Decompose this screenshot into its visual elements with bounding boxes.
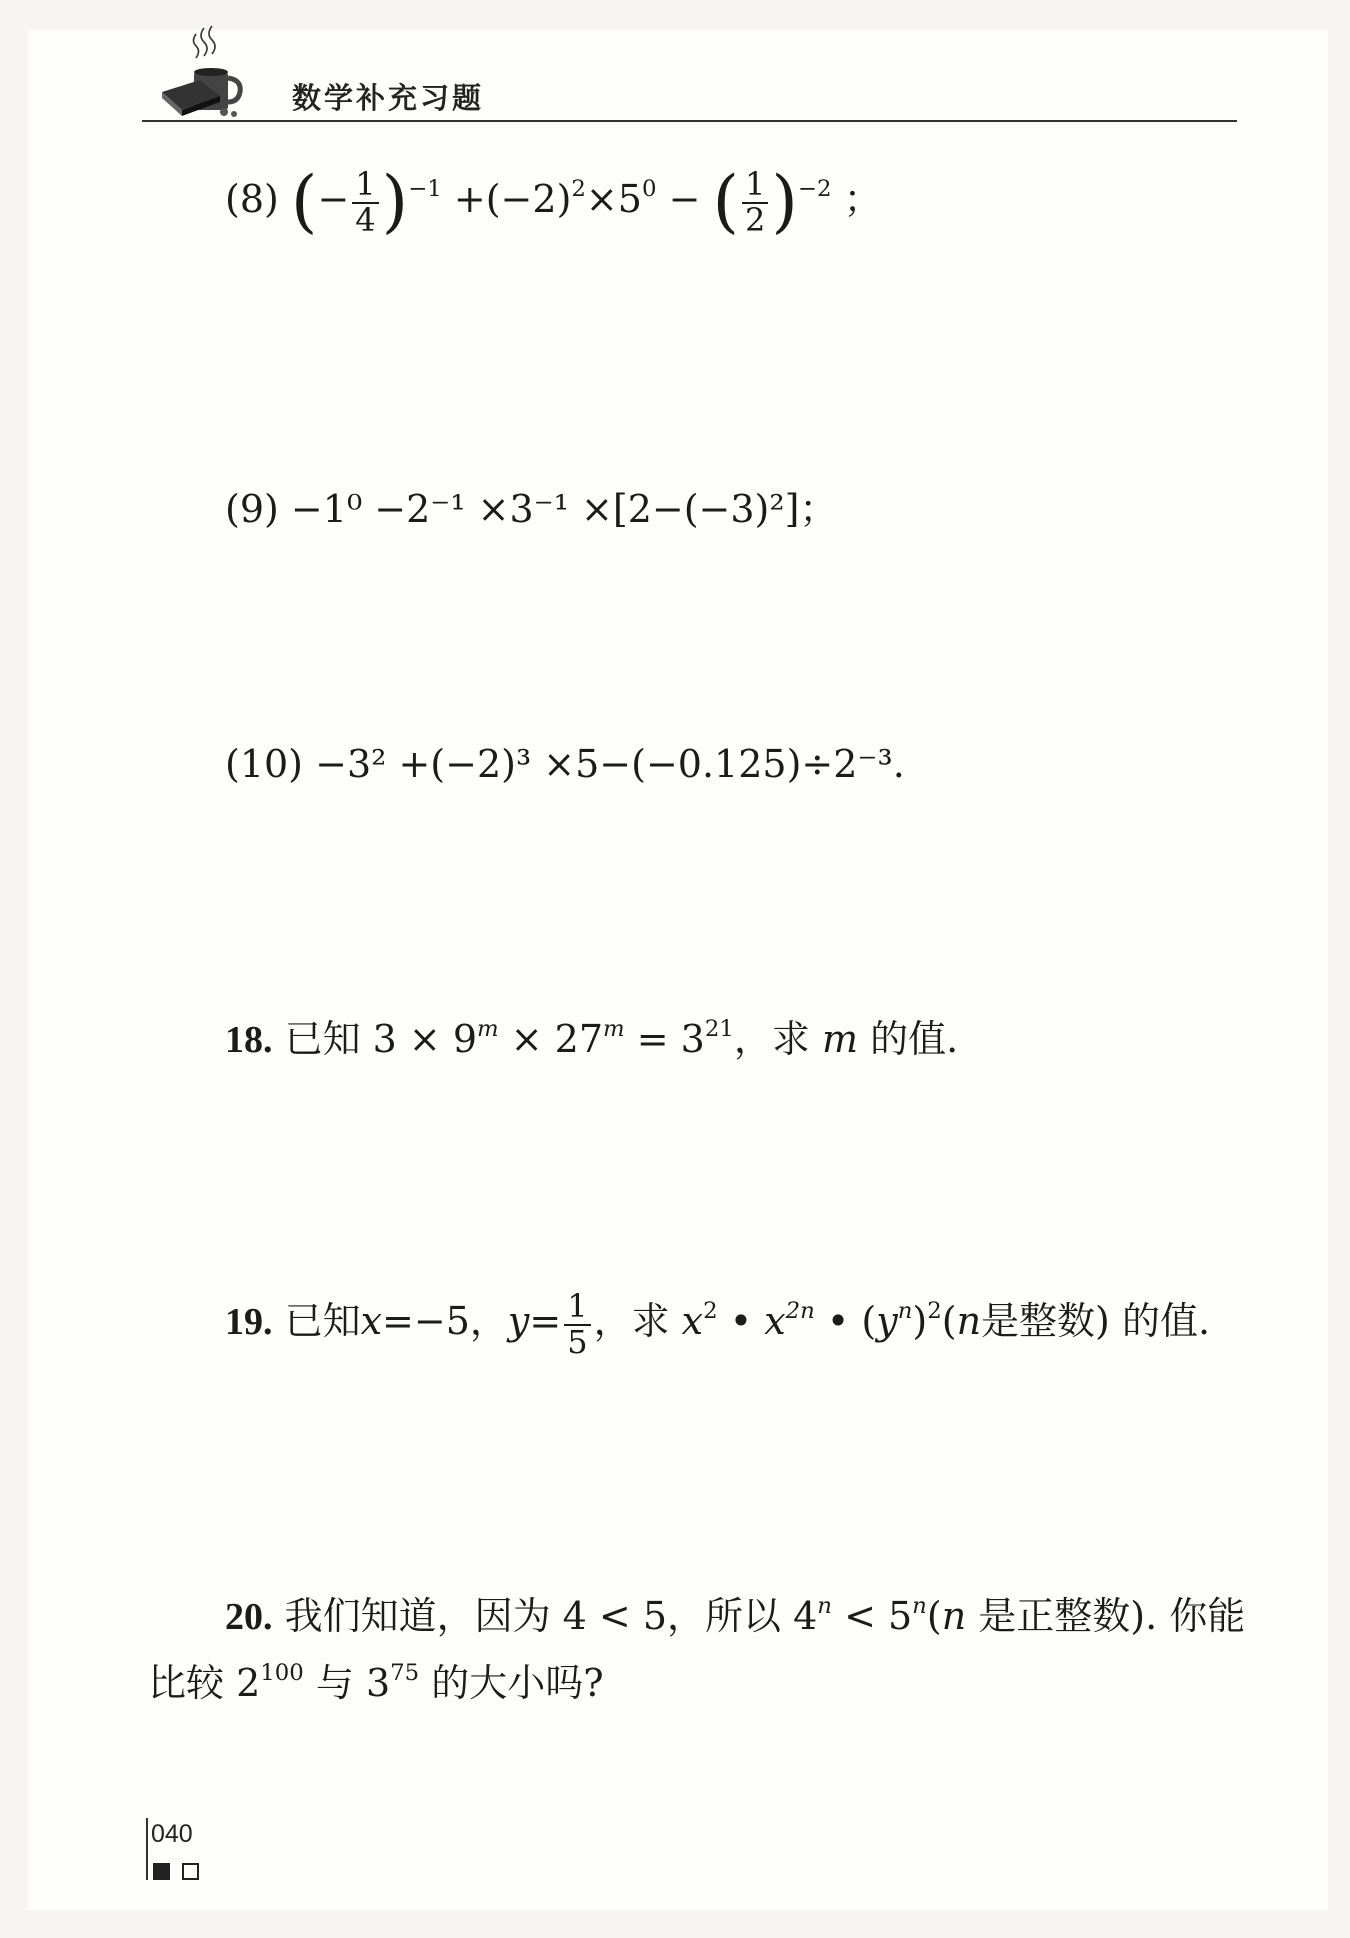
problem-8-label: (8) (225, 177, 279, 222)
question-19: 19. 已知x=−5，y= $\frac{1}{5}$ ，求 $x^2$ • $x^{2n}$ • $(y^n)^2(n$是整数) 的值. (225, 1287, 1211, 1361)
problem-10-label: (10) (225, 742, 304, 786)
problem-9-expression: −1⁰ −2⁻¹ ×3⁻¹ ×[2−(−3)²]； (290, 487, 838, 531)
problem-9-label: (9) (225, 487, 279, 531)
filled-square-icon (153, 1863, 170, 1880)
fraction-one-quarter: $\frac{1}{4}$ (352, 168, 378, 237)
page-number: 040 (151, 1820, 193, 1848)
question-18: 18. 已知 $3 \times 9^m \times 27^m = 3^{21}$，求 m 的值. (225, 1016, 959, 1061)
problem-8: (8) (− $\frac{1}{4}$ )$^{-1} +(-2)^2\times 5^0$ − ( $\frac{1}{2}$ )$^{-2}$ ； (225, 162, 882, 242)
question-20-number: 20. (225, 1596, 273, 1638)
problem-9 (0, 478, 1350, 558)
problem-10-expression: −3² +(−2)³ ×5−(−0.125)÷2⁻³. (315, 742, 905, 786)
footer-divider (146, 1818, 148, 1880)
problem-10 (0, 742, 1350, 822)
header-title: 数学补充习题 (292, 81, 485, 115)
header-divider (142, 120, 1237, 122)
question-18-number: 18. (225, 1019, 273, 1061)
fraction-one-half: $\frac{1}{2}$ (742, 168, 768, 237)
question-20: 20. 我们知道，因为 4 < 5，所以 $4^n < 5^n(n$ 是正整数). 你能 (225, 1593, 1246, 1638)
empty-square-icon (182, 1863, 199, 1880)
question-19-number: 19. (225, 1301, 273, 1344)
book-and-cup-icon (160, 22, 272, 120)
fraction-one-fifth: $\frac{1}{5}$ (564, 1290, 590, 1359)
exponent: −1 (408, 176, 442, 203)
question-20-line-2: 比较 $2^{100}$ 与 $3^{75}$ 的大小吗? (148, 1660, 604, 1705)
